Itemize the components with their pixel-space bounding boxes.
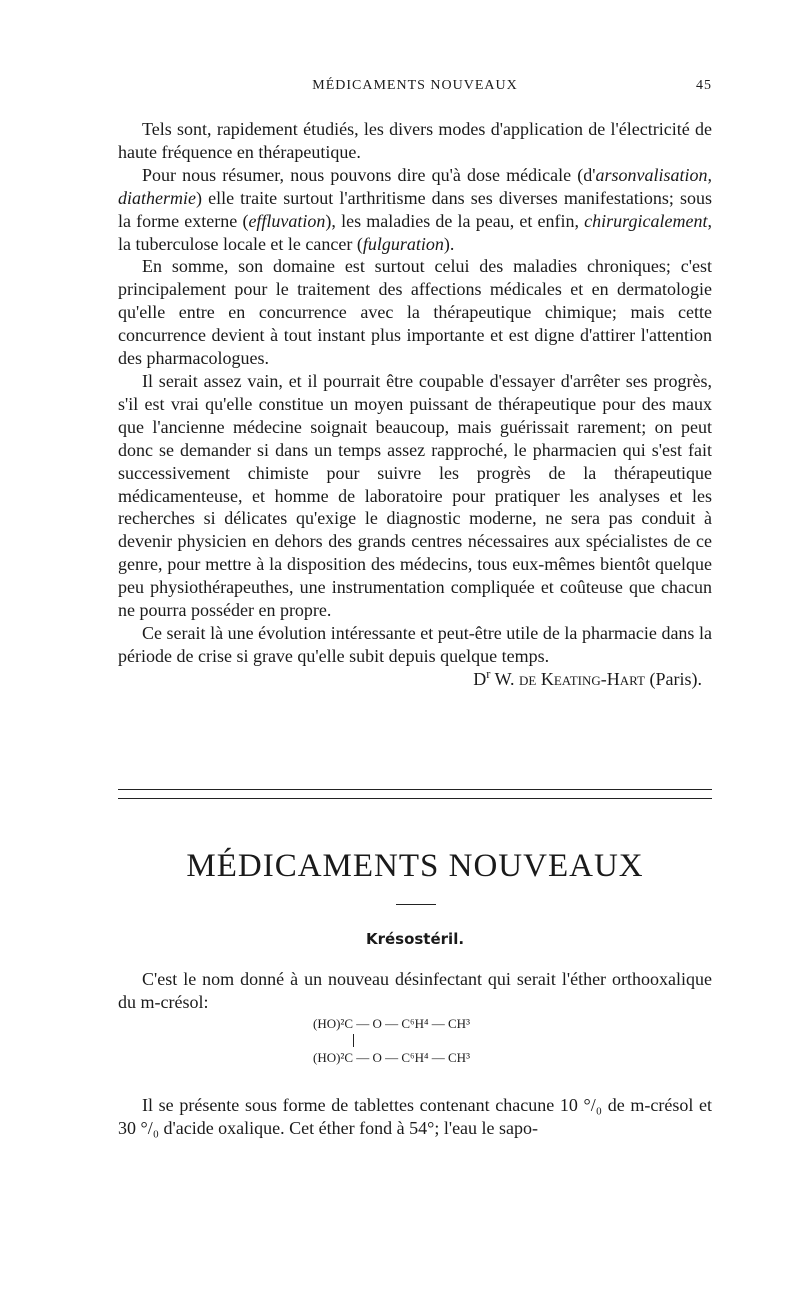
signature-particle: de bbox=[519, 668, 537, 689]
page-number: 45 bbox=[696, 78, 712, 93]
term-chirurgicalement: chirurgicalement bbox=[584, 210, 708, 231]
formula-bond bbox=[313, 1032, 470, 1050]
term-fulguration: fulguration bbox=[362, 233, 444, 254]
section-paragraph-2: Il se présente sous forme de tablettes contenant chacune 10 °/₀ de m-crésol et 30 °/₀ d'acide oxalique. Cet éther fond à 54°; l'eau le sapo- bbox=[118, 1095, 712, 1138]
paragraph-2-text-a: Pour nous résumer, nous pouvons dire qu'à dose médicale (d' bbox=[142, 164, 596, 185]
term-arsonvalisation: arsonvalisation, diathermie bbox=[118, 164, 712, 208]
section-divider bbox=[118, 789, 712, 799]
section-paragraph-1: C'est le nom donné à un nouveau désinfectant qui serait l'éther orthooxalique du m-crésol: bbox=[118, 969, 712, 1012]
paragraph-2-text-d: , la tuberculose locale et le cancer ( bbox=[118, 210, 712, 254]
term-effluvation: effluvation bbox=[248, 210, 326, 231]
paragraph-2-text-c: ), les maladies de la peau, et enfin, bbox=[325, 210, 585, 231]
paragraph-2-text-b: ) elle traite surtout l'arthritisme dans ses diverses manifestations; sous la forme externe ( bbox=[118, 187, 712, 231]
signature bbox=[118, 668, 712, 691]
running-head bbox=[118, 78, 712, 98]
article-body bbox=[118, 118, 712, 691]
section-body bbox=[118, 1094, 712, 1140]
chemical-formula bbox=[313, 1016, 470, 1066]
section-intro bbox=[118, 968, 712, 1014]
paragraph-3: En somme, son domaine est surtout celui des maladies chroniques; c'est principalement pour le traitement des affections médicales et en dermatologie qu'elle entre en concurrence avec la thérapeutique chimique; mais cette concurrence devient à tout instant plus importante et est digne d'attirer l'attention des pharmacologues. bbox=[118, 256, 712, 369]
paragraph-1: Tels sont, rapidement étudiés, les divers modes d'application de l'électricité de haute fréquence en thérapeutique. bbox=[118, 119, 712, 162]
paragraph-4: Il serait assez vain, et il pourrait être coupable d'essayer d'arrêter ses progrès, s'il est vrai qu'elle constitue un moyen puissant de thérapeutique pour des maux que l'ancienne médecine soignait beaucoup, mais guérissait rarement; on peut donc se demander si dans un temps assez rapproché, le pharmacien qui s'est fait successivement chimiste pour suivre les progrès de la thérapeutique médicamenteuse, et homme de laboratoire pour pratiquer les analyses et les recherches si délicates qu'exige le diagnostic moderne, ne sera pas conduit à devenir physicien en dehors des grands centres nécessaires aux spécialistes de ce genre, pour mettre à la disposition des médecins, tous eux-mêmes bientôt quelque peu physiothérapeuthes, une instrumentation compliquée et coûteuse que chacun ne pourra posséder en propre. bbox=[118, 370, 712, 621]
signature-name: Keating-Hart bbox=[540, 668, 645, 689]
formula-line-2: (HO)²C — O — C⁶H⁴ — CH³ bbox=[313, 1050, 470, 1065]
running-head-title: MÉDICAMENTS NOUVEAUX bbox=[312, 78, 518, 93]
paragraph-2 bbox=[118, 164, 712, 256]
section-title: MÉDICAMENTS NOUVEAUX bbox=[186, 848, 644, 884]
signature-initial: W. bbox=[494, 668, 519, 689]
signature-prefix: D bbox=[473, 668, 487, 689]
signature-sup: r bbox=[486, 666, 491, 681]
subheading: Krésostéril. bbox=[365, 930, 465, 948]
signature-place: (Paris). bbox=[649, 668, 702, 689]
paragraph-5: Ce serait là une évolution intéressante et peut-être utile de la pharmacie dans la période de crise si grave qu'elle subit depuis quelque temps. bbox=[118, 622, 712, 666]
paragraph-2-text-e: ). bbox=[443, 233, 455, 254]
title-underline bbox=[396, 904, 436, 905]
formula-line-1: (HO)²C — O — C⁶H⁴ — CH³ bbox=[313, 1016, 470, 1031]
